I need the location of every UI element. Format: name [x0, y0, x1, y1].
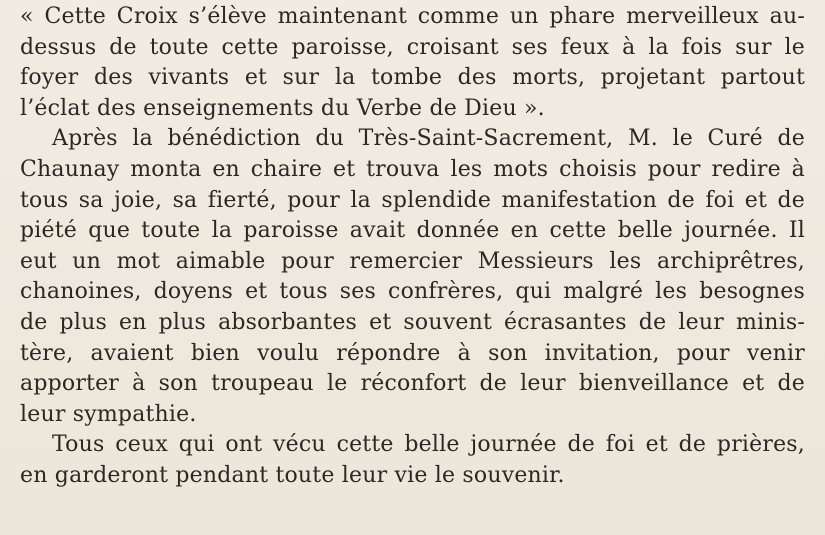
- text-line: piété que toute la paroisse avait donnée en cette belle journée. Il: [20, 218, 805, 244]
- text-line: eut un mot aimable pour remercier Messieurs les archiprêtres,: [20, 248, 805, 274]
- text-line: Tous ceux qui ont vécu cette belle journée de foi et de prières,: [52, 432, 805, 458]
- paragraph-2: [20, 124, 805, 430]
- paragraph-1: [20, 2, 805, 124]
- text-line: de plus en plus absorbantes et souvent écrasantes de leur minis-: [20, 309, 805, 335]
- text-line: leur sympathie.: [20, 401, 197, 427]
- text-line: l’éclat des enseignements du Verbe de Dieu ».: [20, 95, 545, 121]
- text-line: tous sa joie, sa fierté, pour la splendide manifestation de foi et de: [20, 187, 805, 213]
- text-line: en garderont pendant toute leur vie le souvenir.: [20, 462, 565, 488]
- text-line: foyer des vivants et sur la tombe des morts, projetant partout: [20, 65, 805, 91]
- paragraph-3: [20, 430, 805, 491]
- text-line: chanoines, doyens et tous ses confrères, qui malgré les besognes: [20, 279, 805, 305]
- text-line: apporter à son troupeau le réconfort de leur bienveillance et de: [20, 371, 805, 397]
- text-line: Après la bénédiction du Très-Saint-Sacrement, M. le Curé de: [52, 126, 805, 152]
- body-text: [20, 2, 805, 492]
- text-line: « Cette Croix s’élève maintenant comme un phare merveilleux au-: [20, 4, 805, 29]
- text-line: Chaunay monta en chaire et trouva les mots choisis pour redire à: [20, 156, 805, 182]
- text-line: dessus de toute cette paroisse, croisant ses feux à la fois sur le: [20, 34, 805, 60]
- text-line: tère, avaient bien voulu répondre à son invitation, pour venir: [20, 340, 805, 366]
